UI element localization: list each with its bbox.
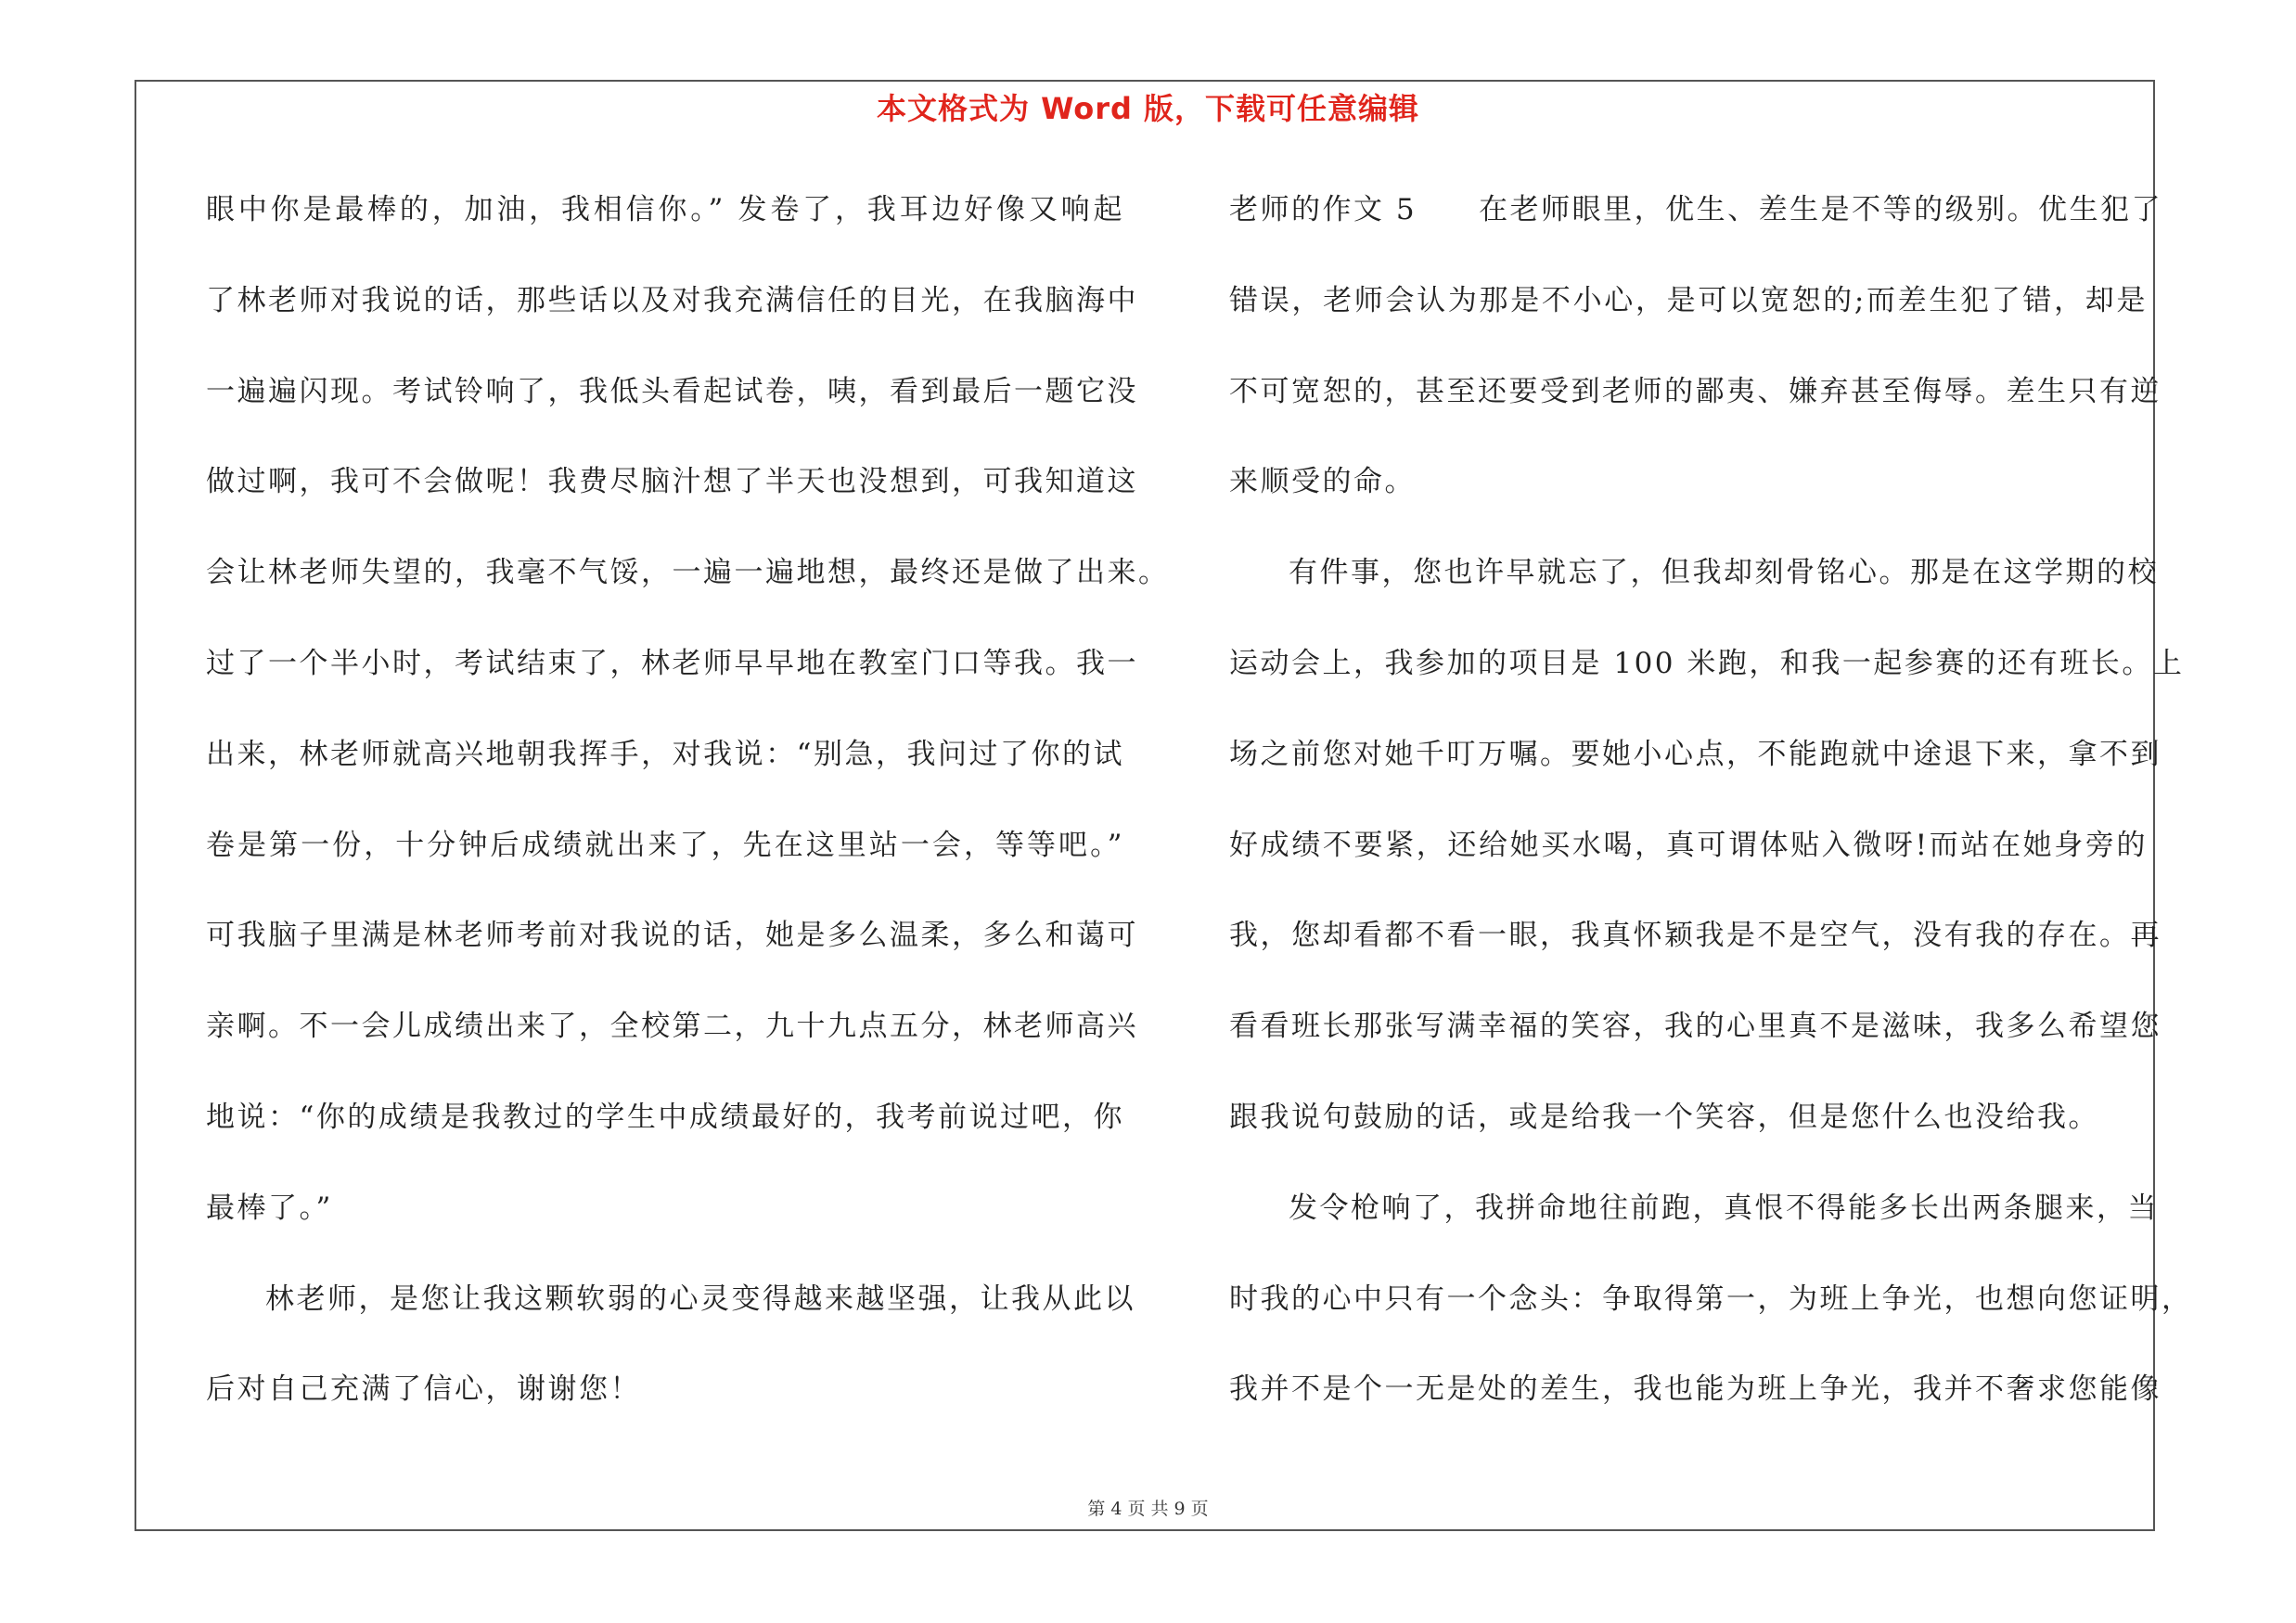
text-line: 场之前您对她千叮万嘱。要她小心点，不能跑就中途退下来，拿不到 [1229,737,2161,771]
text-line: 林老师，是您让我这颗软弱的心灵变得越来越坚强，让我从此以 [265,1282,1135,1316]
text-line: 有件事，您也许早就忘了，但我却刻骨铭心。那是在这学期的校 [1289,556,2159,590]
text-line: 会让林老师失望的，我毫不气馁，一遍一遍地想，最终还是做了出来。 [206,556,1170,590]
text-line: 跟我说句鼓励的话，或是给我一个笑容，但是您什么也没给我。 [1229,1100,2099,1134]
text-line: 过了一个半小时，考试结束了，林老师早早地在教室门口等我。我一 [206,646,1138,680]
text-line: 时我的心中只有一个念头：争取得第一，为班上争光，也想向您证明， [1229,1282,2193,1316]
text-line: 后对自己充满了信心，谢谢您！ [206,1372,641,1407]
header-banner: 本文格式为 Word 版，下载可任意编辑 [876,91,1420,126]
text-line: 亲啊。不一会儿成绩出来了，全校第二，九十九点五分，林老师高兴 [206,1010,1138,1044]
text-line: 眼中你是最棒的，加油，我相信你。” 发卷了，我耳边好像又响起 [206,193,1124,226]
text-line: 最棒了。” [206,1191,333,1225]
text-line: 不可宽恕的，甚至还要受到老师的鄙夷、嫌弃甚至侮辱。差生只有逆 [1229,374,2161,408]
text-line: 可我脑子里满是林老师考前对我说的话，她是多么温柔，多么和蔼可 [206,919,1138,953]
text-line: 卷是第一份，十分钟后成绩就出来了，先在这里站一会，等等吧。” [206,828,1124,862]
right-text-column [1229,182,2193,1452]
text-line: 地说：“你的成绩是我教过的学生中成绩最好的，我考前说过吧，你 [206,1100,1124,1134]
text-line: 我并不是个一无是处的差生，我也能为班上争光，我并不奢求您能像 [1229,1372,2161,1407]
text-line: 错误，老师会认为那是不小心，是可以宽恕的;而差生犯了错，却是 [1229,283,2148,317]
text-line: 来顺受的命。 [1229,465,1416,499]
text-line: 做过啊，我可不会做呢！我费尽脑汁想了半天也没想到，可我知道这 [206,465,1138,499]
text-line: 发令枪响了，我拼命地往前跑，真恨不得能多长出两条腿来，当 [1289,1191,2159,1225]
text-line: 好成绩不要紧，还给她买水喝，真可谓体贴入微呀!而站在她身旁的 [1229,828,2148,862]
text-line: 我，您却看都不看一眼，我真怀颖我是不是空气，没有我的存在。再 [1229,919,2161,953]
text-line: 运动会上，我参加的项目是 100 米跑，和我一起参赛的还有班长。上 [1229,646,2185,680]
text-line: 看看班长那张写满幸福的笑容，我的心里真不是滋味，我多么希望您 [1229,1010,2161,1044]
text-line: 一遍遍闪现。考试铃响了，我低头看起试卷，咦，看到最后一题它没 [206,374,1138,408]
text-line: 老师的作文 5 在老师眼里，优生、差生是不等的级别。优生犯了 [1229,193,2163,226]
text-line: 了林老师对我说的话，那些话以及对我充满信任的目光，在我脑海中 [206,283,1138,317]
page-number-footer: 第 4 页 共 9 页 [1087,1499,1209,1519]
text-line: 出来，林老师就高兴地朝我挥手，对我说：“别急，我问过了你的试 [206,737,1124,771]
left-text-column [206,182,1170,1452]
